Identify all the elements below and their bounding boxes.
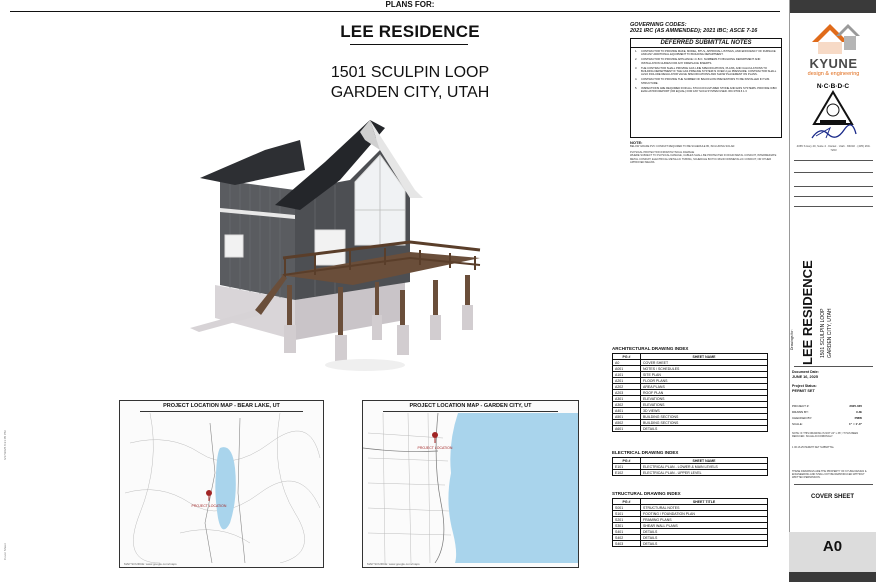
general-notes (630, 140, 782, 164)
drawings-for-label: Drawings for: (790, 329, 794, 350)
plans-for-label: PLANS FOR: (385, 0, 435, 9)
document-date: JUNE 16, 2025 (792, 375, 818, 379)
deferred-submittal-notes (630, 38, 782, 138)
table-row: A203 ROOF PLAN (613, 390, 768, 396)
governing-codes-label: GOVERNING CODES: (630, 22, 687, 28)
struct-index-title: STRUCTURAL DRAWING INDEX (612, 491, 681, 496)
location-map-garden-city (362, 400, 579, 568)
document-date-label: Document Date: (792, 370, 819, 374)
table-row: A101 SITE PLAN (613, 372, 768, 378)
revision-entry: 1 06.16.25 PERMIT SET SUBMITTAL (792, 446, 834, 449)
note-line: PHYSICAL PROTECTION FROM PHYSICAL DAMAGE (630, 151, 695, 155)
firm-tagline: design & engineering (807, 71, 860, 77)
map2-credit: MAP SOURCE: www.google.com/maps (367, 562, 420, 566)
map1-credit: MAP SOURCE: www.google.com/maps (124, 562, 177, 566)
margin-timestamp: 6/17/2025 8:21:05 PM (3, 430, 7, 460)
title-block-address-2: GARDEN CITY, UTAH (827, 308, 833, 358)
col-pg: PG # (613, 458, 641, 464)
deferred-item: 4. CONTRACTOR TO PROVIDE THE NUMBER OF BACKFLOW PREVENTORS TO BE INSTALLED IN THIS STRUCTURE. (635, 78, 770, 85)
col-pg: PG # (613, 499, 641, 505)
structural-drawing-index (612, 491, 768, 547)
top-rule (10, 11, 780, 12)
project-status: PERMIT SET (792, 389, 815, 393)
sheet-number-box (789, 532, 876, 582)
col-pg: PG # (613, 354, 641, 360)
location-map-bear-lake (119, 400, 324, 568)
table-row: S201 FRAMING PLANS (613, 517, 768, 523)
table-row: A001 NOTES / SCHEDULES (613, 366, 768, 372)
title-block-project-name: LEE RESIDENCE (800, 260, 815, 365)
title-block-field: PROJECT #: 2025-035 (792, 404, 862, 408)
struct-index-table (612, 498, 768, 547)
deferred-item: 3. THE CONTRACTOR SHALL PROVIDE GAS LINE SPECIFICATIONS, PLANS, AND CALCULATIONS TO BUILDING DEPARTMENT IF THE GAS PIPELINE SYSTEM IS OVER 2 psi PRESSURE. CONTRACTOR SHALL ALSO INCLUDE REGULATOR VALVE SPECIFICATIONS AND SHOW PLACEMENT ON PLANS. (635, 66, 777, 77)
deferred-title: DEFERRED SUBMITTAL NOTES (631, 39, 781, 48)
deferred-item: 5. INSPECTIONS ARE REQUIRED FOR ALL STUCCO/CULTURED STONE AND EIFS SYSTEMS. PROVIDE ICBO EVALUATION REPORT (OR EQUAL) FOR ANY SUCH SYSTEM USED. IRC R703.6 1.3 (635, 86, 777, 94)
elec-index-table (612, 457, 768, 476)
col-sheet-name: SHEET NAME (641, 458, 768, 464)
firm-address: 4065 S Hwy 40, Suite 4 · Daniel · Utah · 84032 · (435) 260-7203 (796, 144, 871, 152)
kyune-logo-icon (808, 18, 864, 58)
table-row: S401 DETAILS (613, 529, 768, 535)
table-row: S402 DETAILS (613, 535, 768, 541)
ncbdc-seal-icon (808, 80, 858, 142)
table-row: E102 ELECTRICAL PLAN - UPPER LEVEL (613, 470, 768, 476)
table-row: A0 COVER SHEET (613, 360, 768, 366)
arch-index-table (612, 353, 768, 432)
table-row: A201 FLOOR PLANS (613, 378, 768, 384)
address-line-1: 1501 SCULPIN LOOP (330, 64, 490, 81)
title-block-field: CHECKED BY: PMW (792, 416, 862, 420)
architectural-drawing-index (612, 346, 768, 432)
map2-pin-label: PROJECT LOCATION (417, 446, 453, 450)
table-row: A601 DETAILS (613, 426, 768, 432)
table-row: S403 DETAILS (613, 541, 768, 547)
arch-index-title: ARCHITECTURAL DRAWING INDEX (612, 346, 689, 351)
table-row: S301 SHEAR WALL PLANS (613, 523, 768, 529)
table-row: A302 ELEVATIONS (613, 402, 768, 408)
project-title: LEE RESIDENCE (340, 22, 480, 41)
firm-name: KYUNE (809, 56, 858, 71)
title-block-top-bar (790, 0, 876, 13)
col-sheet-name: SHEET NAME (641, 354, 768, 360)
title-block-field: SCALE: 1" = 1'-0" (792, 422, 862, 426)
map1-graphic (120, 413, 324, 563)
deferred-item: 2. CONTRACTOR TO PROVIDE APPLIANCE I.C.B.O. NUMBERS TO BUILDING DEPARTMENT AND INSTALLATION GUIDES FOR ANY FIREPLACE INSERTS. (635, 58, 761, 65)
table-row: A501 BUILDING SECTIONS (613, 414, 768, 420)
sheet-number: A0 (822, 538, 843, 555)
margin-sheet-name: Cover Sheet (3, 543, 7, 560)
governing-codes (630, 22, 782, 34)
reduction-note: NOTE: IF THIS DRAWING IS NOT 24" x 36", IT HAS BEEN REDUCED. SCALE ACCORDINGLY. (792, 432, 859, 438)
note-line: BELOW GRADE PVC CONDUIT REQUIRED TO BE SCHEDULE 80, INCLUDING SOLAR. (630, 145, 736, 148)
map2-graphic (363, 413, 579, 563)
note-line: WHERE SUBJECT TO PHYSICAL DAMAGE, CABLES SHALL BE PROTECTED IN RIGID METAL CONDUIT, INTERMEDIATE METAL CONDUIT, ELECTRICAL METALLIC TUBING, SCHEDULE 80 PVC RIGID NONMETALLIC CONDUIT, OR OTHER APPROVED MEANS. (630, 154, 777, 164)
svg-text:N·C·B·D·C: N·C·B·D·C (816, 83, 850, 90)
map1-title: PROJECT LOCATION MAP - BEAR LAKE, UT (163, 403, 280, 409)
electrical-drawing-index (612, 450, 768, 476)
address-line-2: GARDEN CITY, UTAH (330, 84, 490, 101)
table-row: A301 ELEVATIONS (613, 396, 768, 402)
table-row: A401 3D VIEWS (613, 408, 768, 414)
project-status-label: Project Status: (792, 384, 817, 388)
map1-pin-icon (206, 490, 212, 501)
map1-pin-label: PROJECT LOCATION (191, 504, 227, 508)
table-row: E101 ELECTRICAL PLAN - LOWER & MAIN LEVELS (613, 464, 768, 470)
table-row: S001 STRUCTURAL NOTES (613, 505, 768, 511)
title-block-address-1: 1501 SCULPIN LOOP (820, 308, 826, 358)
title-underline (350, 44, 468, 45)
house-rendering (175, 110, 495, 380)
governing-codes-value: 2021 IRC (AS AMMENDED); 2021 IBC; ASCE 7-16 (630, 28, 758, 34)
map2-title: PROJECT LOCATION MAP - GARDEN CITY, UT (409, 403, 532, 409)
col-sheet-title: SHEET TITLE (641, 499, 768, 505)
sheet-label: COVER SHEET (810, 494, 854, 500)
elec-index-title: ELECTRICAL DRAWING INDEX (612, 450, 679, 455)
notes-label: NOTE: (630, 140, 643, 145)
table-row: A502 BUILDING SECTIONS (613, 420, 768, 426)
deferred-item: 1. CONTRACTOR TO PROVIDE MAKE, MODEL, BTU's, APPROVAL LISTINGS, AND EFFICIENCY OF FURNACE AND ANY ADDITIONAL EQUIPMENT TO BUILDING DEPARTMENT. (635, 50, 776, 57)
table-row: S101 FOOTING / FOUNDATION PLAN (613, 511, 768, 517)
title-block-field: DRAWN BY: CJE (792, 410, 862, 414)
table-row: A202 AREA PLANS (613, 384, 768, 390)
copyright-note: THESE DRAWINGS ARE THE PROPERTY OF KYUNE DESIGN & ENGINEERING AND SHALL NOT BE REPRODUCED WITHOUT WRITTEN PERMISSION. (792, 470, 867, 479)
